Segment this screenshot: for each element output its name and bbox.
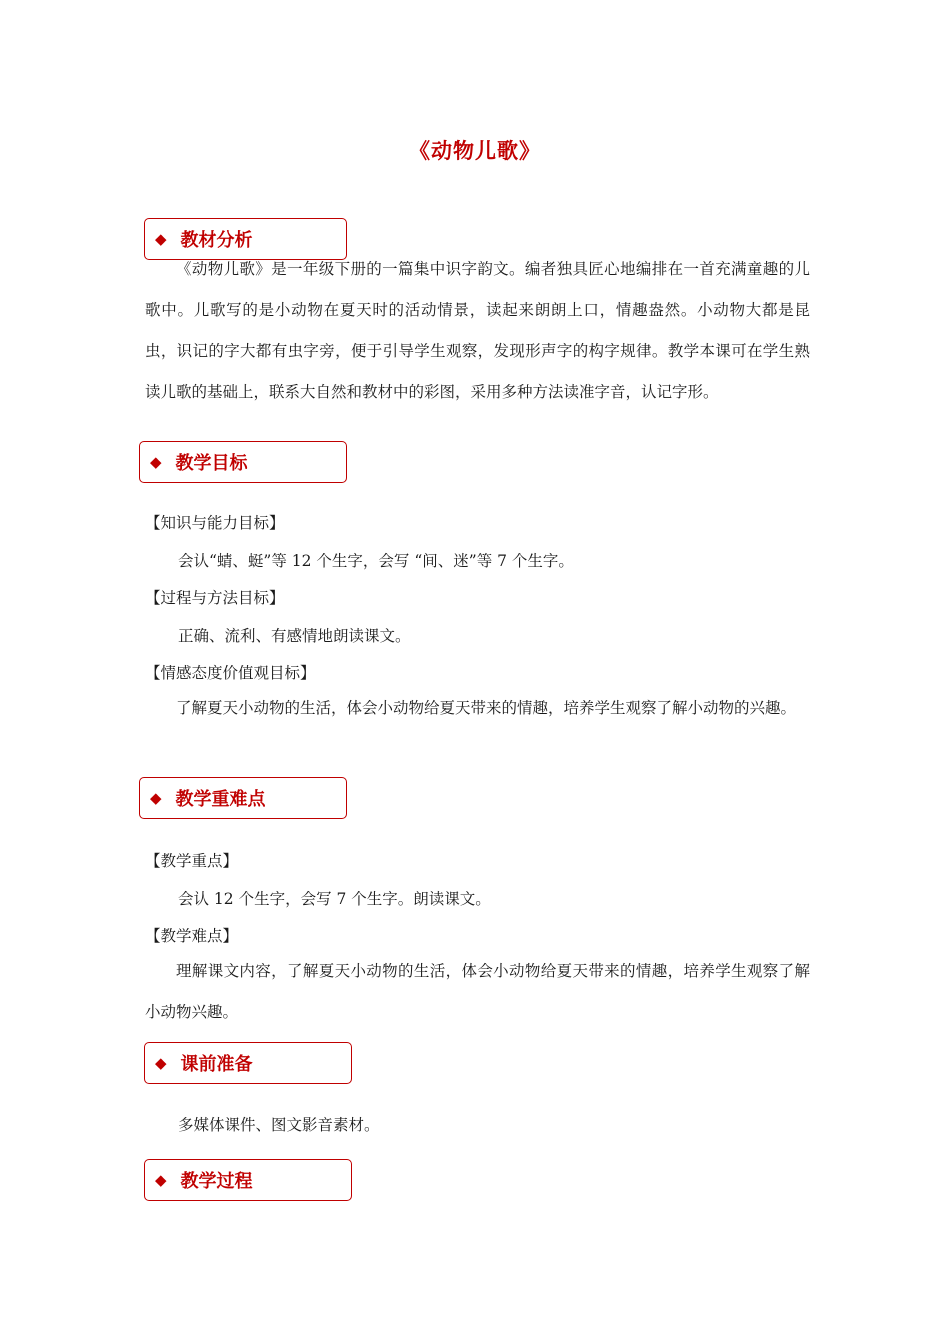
section-heading-preparation <box>144 1042 352 1084</box>
section-heading-label: 教学重难点 <box>175 789 266 810</box>
section-heading-label: 教学过程 <box>180 1171 253 1192</box>
analysis-paragraph: 《动物儿歌》是一年级下册的一篇集中识字韵文。编者独具匠心地编排在一首充满童趣的儿歌中。儿歌写的是小动物在夏天时的活动情景，读起来朗朗上口，情趣盎然。小动物大都是昆虫，识记的字大都有虫字旁，便于引导学生观察，发现形声字的构字规律。教学本课可在学生熟读儿歌的基础上，联系大自然和教材中的彩图，采用多种方法读准字音，认记字形。 <box>145 260 810 401</box>
focus-text: 会认 12 个生字，会写 7 个生字。朗读课文。 <box>178 890 491 908</box>
diamond-bullet-icon: ◆ <box>155 1171 167 1189</box>
section-heading-label: 课前准备 <box>180 1054 253 1075</box>
emotion-goal-label: 【情感态度价值观目标】 <box>145 664 316 682</box>
preparation-text: 多媒体课件、图文影音素材。 <box>178 1116 380 1134</box>
knowledge-goal-label: 【知识与能力目标】 <box>145 514 285 532</box>
process-goal-label: 【过程与方法目标】 <box>145 589 285 607</box>
diamond-bullet-icon: ◆ <box>155 230 167 248</box>
section-heading-process <box>144 1159 352 1201</box>
diamond-bullet-icon: ◆ <box>150 453 162 471</box>
difficulty-text: 理解课文内容，了解夏天小动物的生活，体会小动物给夏天带来的情趣，培养学生观察了解小动物兴趣。 <box>145 962 810 1021</box>
page-title: 《动物儿歌》 <box>409 139 541 163</box>
diamond-bullet-icon: ◆ <box>150 789 162 807</box>
section-heading-label: 教材分析 <box>180 230 253 251</box>
process-goal-text: 正确、流利、有感情地朗读课文。 <box>178 627 411 645</box>
section-heading-goals <box>139 441 347 483</box>
difficulty-label: 【教学难点】 <box>145 927 239 945</box>
section-heading-keypoints <box>139 777 347 819</box>
knowledge-goal-text: 会认“蜻、蜓”等 12 个生字，会写 “间、迷”等 7 个生字。 <box>178 552 574 570</box>
emotion-goal-text: 了解夏天小动物的生活，体会小动物给夏天带来的情趣，培养学生观察了解小动物的兴趣。 <box>176 699 797 717</box>
focus-label: 【教学重点】 <box>145 852 239 870</box>
diamond-bullet-icon: ◆ <box>155 1054 167 1072</box>
section-heading-label: 教学目标 <box>175 453 248 474</box>
